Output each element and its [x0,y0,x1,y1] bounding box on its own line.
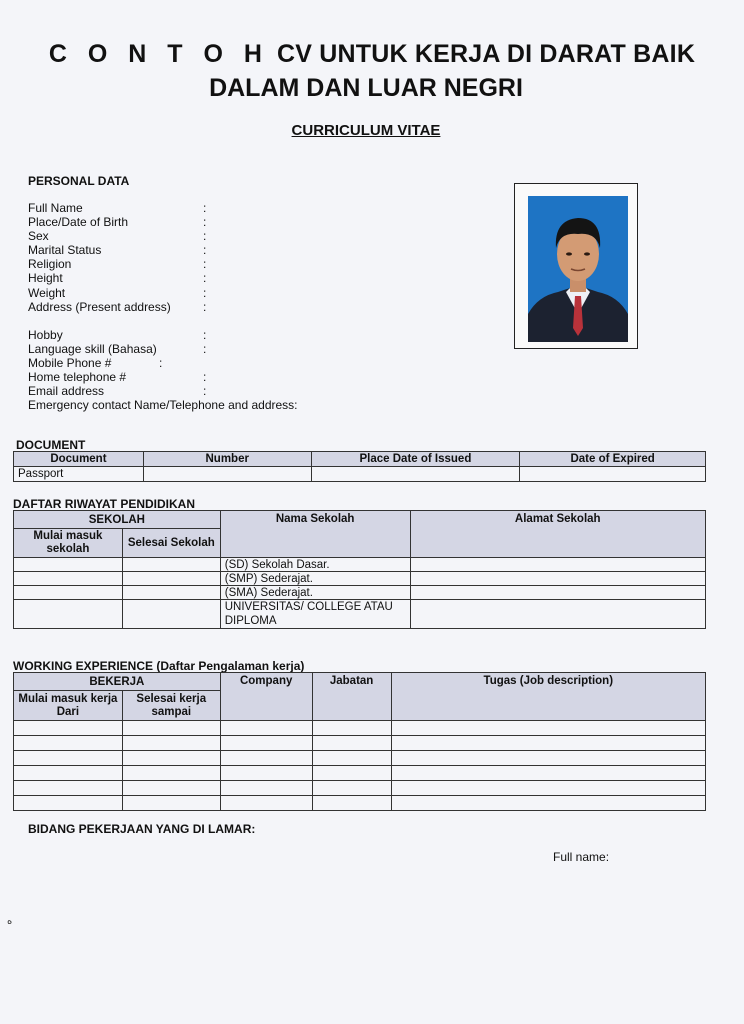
table-cell [220,796,312,811]
field-address [28,300,318,314]
document-heading: DOCUMENT [16,438,86,452]
table-cell [410,558,705,572]
column-header: Place Date of Issued [311,452,520,467]
field-sex [28,229,318,243]
column-header: Date of Expired [520,452,706,467]
personal-data-heading: PERSONAL DATA [28,174,130,188]
field-birth [28,215,318,229]
table-cell [14,558,123,572]
table-cell [312,766,391,781]
field-religion [28,257,318,271]
personal-data-list [28,201,318,412]
table-cell [391,781,705,796]
table-row [14,572,706,586]
field-colon: : [203,327,207,342]
table-cell [410,600,705,629]
column-header: Number [143,452,311,467]
table-cell [312,751,391,766]
document-title-line-2: DALAM DAN LUAR NEGRI [209,74,523,102]
column-header-jabatan: Jabatan [312,673,391,721]
photo-frame [514,183,638,349]
work-heading: WORKING EXPERIENCE (Daftar Pengalaman kerja) [13,659,305,673]
field-colon: : [203,271,207,286]
table-cell [312,736,391,751]
cv-heading: CURRICULUM VITAE [291,122,441,139]
field-label: Home telephone # [28,370,127,385]
table-cell [312,721,391,736]
field-colon: : [203,243,207,258]
title-rest: CV UNTUK KERJA DI DARAT BAIK [276,40,696,68]
applied-field-label: BIDANG PEKERJAAN YANG DI LAMAR: [28,822,256,836]
title-prefix: C O N T O H [48,40,269,68]
column-header-sekolah: SEKOLAH [14,511,221,529]
field-label: Weight [28,285,66,300]
field-label: Emergency contact Name/Telephone and address: [28,398,298,413]
education-table [13,510,706,629]
field-label: Marital Status [28,243,102,258]
column-header-tugas: Tugas (Job description) [391,673,705,721]
field-colon: : [203,370,207,385]
column-header-bekerja: BEKERJA [14,673,221,691]
field-colon: : [203,299,207,314]
column-header-mulai: Mulai masuk sekolah [14,529,123,558]
document-table [13,451,706,482]
field-colon: : [159,355,163,370]
field-marital-status [28,243,318,257]
column-header-selesai: Selesai Sekolah [122,529,220,558]
table-cell [122,766,220,781]
education-heading: DAFTAR RIWAYAT PENDIDIKAN [13,497,196,511]
table-cell [14,751,123,766]
field-colon: : [203,229,207,244]
table-row [14,467,706,482]
column-header: Document [14,452,144,467]
table-cell [122,586,220,600]
field-language [28,342,318,356]
table-cell [220,721,312,736]
school-level-cell: (SMP) Sederajat. [220,572,410,586]
table-row [14,736,706,751]
column-header-alamat-sekolah: Alamat Sekolah [410,511,705,558]
table-cell [122,721,220,736]
full-name-label: Full name: [553,850,610,864]
table-cell [220,781,312,796]
school-level-cell: (SD) Sekolah Dasar. [220,558,410,572]
field-colon: : [203,201,207,215]
table-header-row [14,452,706,467]
table-cell: Passport [14,467,144,482]
field-label: Email address [28,384,105,399]
table-cell [312,781,391,796]
table-cell [14,766,123,781]
field-label: Mobile Phone # [28,355,112,370]
table-cell [391,736,705,751]
field-full-name [28,201,318,215]
field-colon: : [203,257,207,272]
field-mobile-phone [28,356,318,370]
table-cell [122,572,220,586]
school-level-cell: (SMA) Sederajat. [220,586,410,600]
column-header-nama-sekolah: Nama Sekolah [220,511,410,558]
table-row [14,558,706,572]
field-colon: : [203,285,207,300]
field-hobby [28,328,318,342]
table-cell [143,467,311,482]
document-title-line-1 [0,40,744,69]
column-header-selesai-kerja: Selesai kerja sampai [122,691,220,721]
table-cell [14,781,123,796]
corner-mark: ه [7,916,13,927]
field-label: Full Name [28,201,83,215]
table-cell [122,558,220,572]
table-cell [220,736,312,751]
table-cell [410,572,705,586]
table-cell [311,467,520,482]
field-label: Language skill (Bahasa) [28,341,157,356]
table-cell [391,796,705,811]
portrait-illustration [528,196,628,342]
table-cell [220,751,312,766]
field-height [28,271,318,285]
field-colon: : [203,341,207,356]
table-row [14,796,706,811]
applicant-photo [528,196,628,342]
table-cell [391,721,705,736]
school-level-cell: UNIVERSITAS/ COLLEGE ATAU DIPLOMA [220,600,410,629]
table-cell [122,796,220,811]
table-cell [122,600,220,629]
table-cell [220,766,312,781]
table-row [14,721,706,736]
table-cell [520,467,706,482]
table-cell [14,572,123,586]
field-home-telephone [28,370,318,384]
table-row [14,766,706,781]
table-cell [312,796,391,811]
field-colon: : [203,384,207,399]
table-cell [14,586,123,600]
work-table [13,672,706,811]
field-label: Height [28,271,63,286]
column-header-mulai-kerja: Mulai masuk kerja Dari [14,691,123,721]
table-cell [410,586,705,600]
table-cell [14,600,123,629]
table-cell [122,781,220,796]
field-weight [28,286,318,300]
table-cell [391,751,705,766]
table-header-row [14,673,706,691]
table-cell [391,766,705,781]
table-header-row [14,511,706,529]
field-label: Place/Date of Birth [28,215,129,230]
table-cell [122,751,220,766]
table-row [14,781,706,796]
table-row [14,751,706,766]
table-row [14,600,706,629]
field-label: Religion [28,257,72,272]
table-cell [14,736,123,751]
field-label: Address (Present address) [28,299,171,314]
table-cell [14,721,123,736]
field-emergency-contact [28,398,318,412]
field-label: Hobby [28,327,63,342]
field-email [28,384,318,398]
table-row [14,586,706,600]
column-header-company: Company [220,673,312,721]
field-label: Sex [28,229,49,244]
table-cell [14,796,123,811]
table-cell [122,736,220,751]
field-colon: : [203,215,207,230]
